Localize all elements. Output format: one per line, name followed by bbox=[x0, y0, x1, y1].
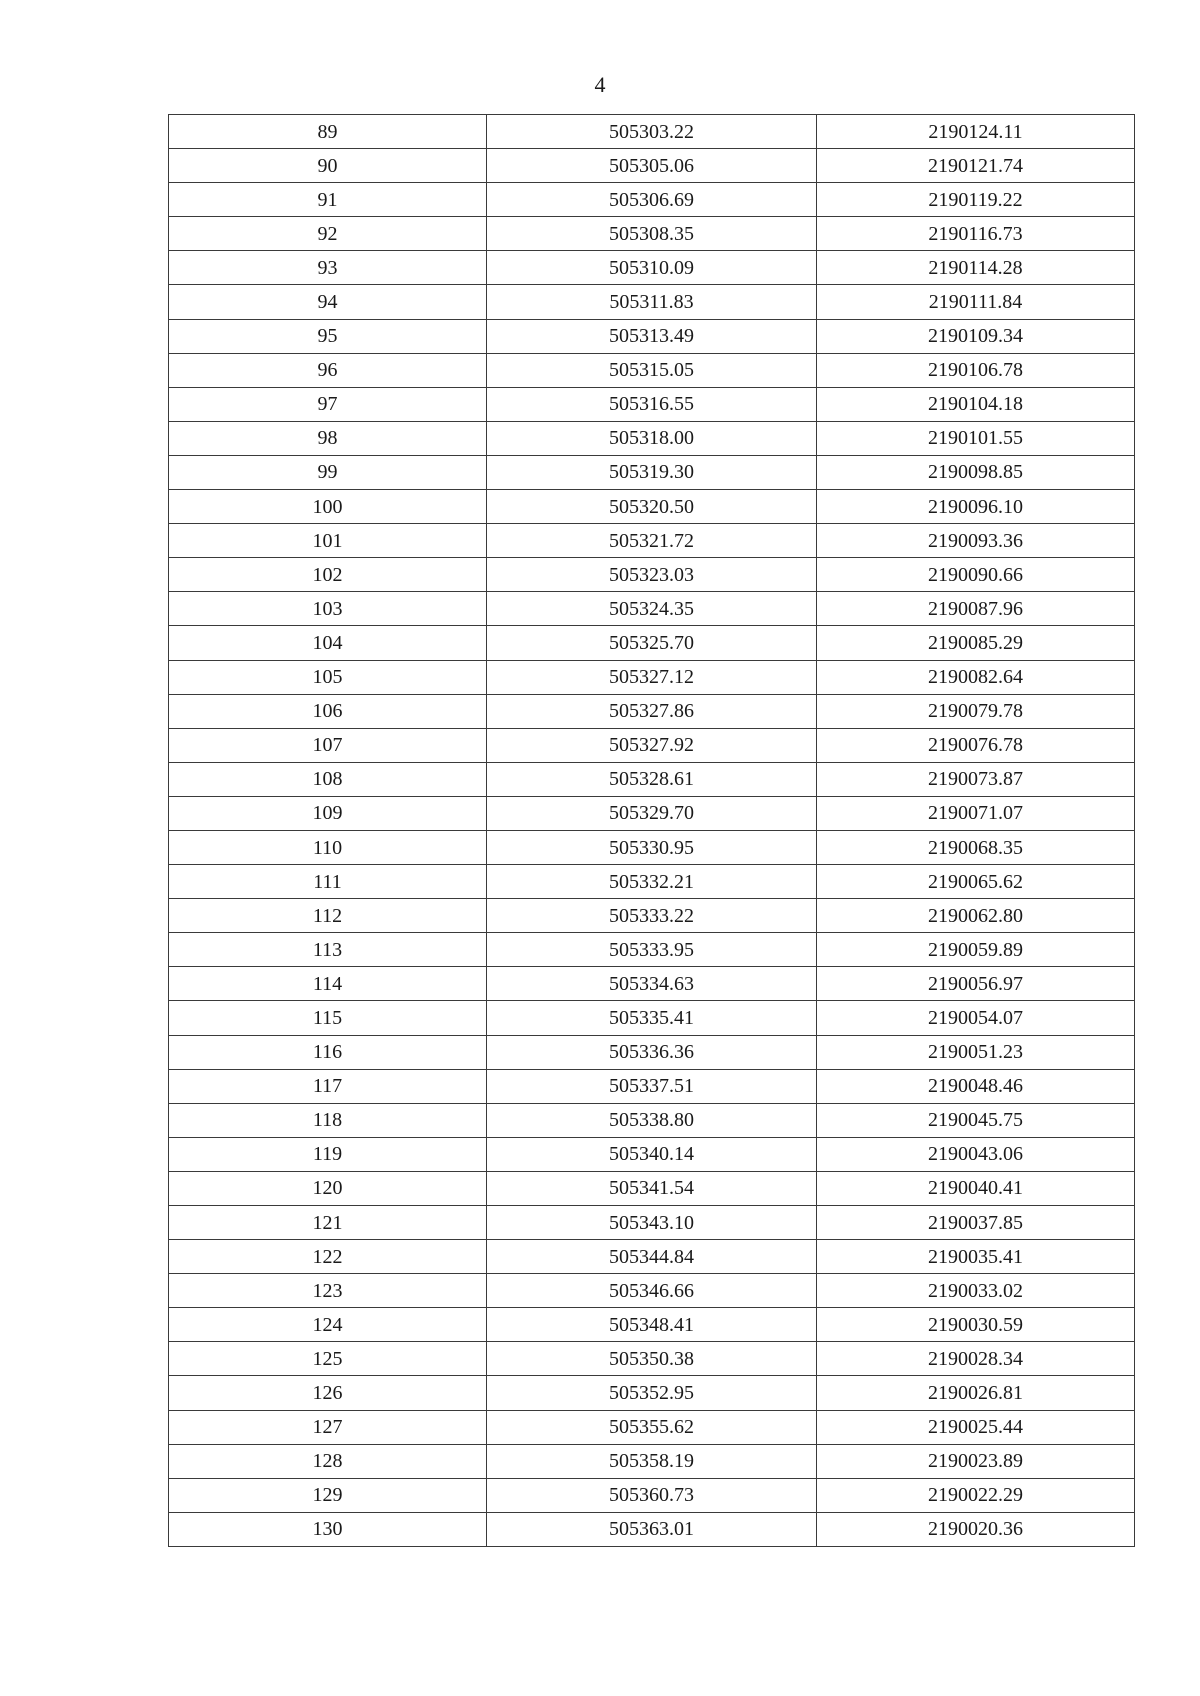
point-number-cell: 98 bbox=[169, 421, 487, 455]
y-coordinate-cell: 2190048.46 bbox=[817, 1069, 1135, 1103]
x-coordinate-cell: 505313.49 bbox=[487, 319, 817, 353]
x-coordinate-cell: 505320.50 bbox=[487, 490, 817, 524]
table-row bbox=[169, 183, 1135, 217]
point-number-cell: 103 bbox=[169, 592, 487, 626]
point-number-cell: 122 bbox=[169, 1240, 487, 1274]
point-number-cell: 117 bbox=[169, 1069, 487, 1103]
point-number-cell: 126 bbox=[169, 1376, 487, 1410]
y-coordinate-cell: 2190026.81 bbox=[817, 1376, 1135, 1410]
table-row bbox=[169, 1444, 1135, 1478]
x-coordinate-cell: 505306.69 bbox=[487, 183, 817, 217]
point-number-cell: 125 bbox=[169, 1342, 487, 1376]
y-coordinate-cell: 2190030.59 bbox=[817, 1308, 1135, 1342]
table-row bbox=[169, 592, 1135, 626]
point-number-cell: 115 bbox=[169, 1001, 487, 1035]
point-number-cell: 130 bbox=[169, 1512, 487, 1546]
y-coordinate-cell: 2190023.89 bbox=[817, 1444, 1135, 1478]
x-coordinate-cell: 505311.83 bbox=[487, 285, 817, 319]
table-row bbox=[169, 1376, 1135, 1410]
x-coordinate-cell: 505352.95 bbox=[487, 1376, 817, 1410]
x-coordinate-cell: 505330.95 bbox=[487, 830, 817, 864]
y-coordinate-cell: 2190056.97 bbox=[817, 967, 1135, 1001]
point-number-cell: 90 bbox=[169, 149, 487, 183]
table-row bbox=[169, 830, 1135, 864]
y-coordinate-cell: 2190028.34 bbox=[817, 1342, 1135, 1376]
x-coordinate-cell: 505350.38 bbox=[487, 1342, 817, 1376]
y-coordinate-cell: 2190096.10 bbox=[817, 490, 1135, 524]
table-row bbox=[169, 1512, 1135, 1546]
x-coordinate-cell: 505332.21 bbox=[487, 865, 817, 899]
point-number-cell: 92 bbox=[169, 217, 487, 251]
x-coordinate-cell: 505363.01 bbox=[487, 1512, 817, 1546]
point-number-cell: 127 bbox=[169, 1410, 487, 1444]
x-coordinate-cell: 505303.22 bbox=[487, 115, 817, 149]
table-row bbox=[169, 1274, 1135, 1308]
x-coordinate-cell: 505344.84 bbox=[487, 1240, 817, 1274]
y-coordinate-cell: 2190093.36 bbox=[817, 524, 1135, 558]
y-coordinate-cell: 2190065.62 bbox=[817, 865, 1135, 899]
table-row bbox=[169, 1410, 1135, 1444]
x-coordinate-cell: 505343.10 bbox=[487, 1206, 817, 1240]
point-number-cell: 105 bbox=[169, 660, 487, 694]
x-coordinate-cell: 505323.03 bbox=[487, 558, 817, 592]
point-number-cell: 101 bbox=[169, 524, 487, 558]
point-number-cell: 107 bbox=[169, 728, 487, 762]
x-coordinate-cell: 505324.35 bbox=[487, 592, 817, 626]
table-row bbox=[169, 865, 1135, 899]
point-number-cell: 102 bbox=[169, 558, 487, 592]
x-coordinate-cell: 505333.95 bbox=[487, 933, 817, 967]
table-row bbox=[169, 694, 1135, 728]
y-coordinate-cell: 2190040.41 bbox=[817, 1171, 1135, 1205]
table-row bbox=[169, 1342, 1135, 1376]
table-row bbox=[169, 660, 1135, 694]
y-coordinate-cell: 2190025.44 bbox=[817, 1410, 1135, 1444]
x-coordinate-cell: 505327.12 bbox=[487, 660, 817, 694]
y-coordinate-cell: 2190114.28 bbox=[817, 251, 1135, 285]
point-number-cell: 110 bbox=[169, 830, 487, 864]
x-coordinate-cell: 505360.73 bbox=[487, 1478, 817, 1512]
table-row bbox=[169, 115, 1135, 149]
y-coordinate-cell: 2190033.02 bbox=[817, 1274, 1135, 1308]
y-coordinate-cell: 2190087.96 bbox=[817, 592, 1135, 626]
y-coordinate-cell: 2190119.22 bbox=[817, 183, 1135, 217]
table-row bbox=[169, 967, 1135, 1001]
table-row bbox=[169, 1478, 1135, 1512]
x-coordinate-cell: 505338.80 bbox=[487, 1103, 817, 1137]
y-coordinate-cell: 2190054.07 bbox=[817, 1001, 1135, 1035]
x-coordinate-cell: 505315.05 bbox=[487, 353, 817, 387]
x-coordinate-cell: 505335.41 bbox=[487, 1001, 817, 1035]
point-number-cell: 97 bbox=[169, 387, 487, 421]
point-number-cell: 100 bbox=[169, 490, 487, 524]
table-row bbox=[169, 558, 1135, 592]
y-coordinate-cell: 2190076.78 bbox=[817, 728, 1135, 762]
point-number-cell: 118 bbox=[169, 1103, 487, 1137]
point-number-cell: 120 bbox=[169, 1171, 487, 1205]
x-coordinate-cell: 505327.86 bbox=[487, 694, 817, 728]
x-coordinate-cell: 505319.30 bbox=[487, 455, 817, 489]
x-coordinate-cell: 505336.36 bbox=[487, 1035, 817, 1069]
y-coordinate-cell: 2190035.41 bbox=[817, 1240, 1135, 1274]
x-coordinate-cell: 505308.35 bbox=[487, 217, 817, 251]
coordinate-table-body bbox=[169, 115, 1135, 1547]
coordinate-table bbox=[168, 114, 1135, 1547]
table-row bbox=[169, 1137, 1135, 1171]
y-coordinate-cell: 2190037.85 bbox=[817, 1206, 1135, 1240]
table-row bbox=[169, 319, 1135, 353]
table-row bbox=[169, 1001, 1135, 1035]
x-coordinate-cell: 505318.00 bbox=[487, 421, 817, 455]
x-coordinate-cell: 505337.51 bbox=[487, 1069, 817, 1103]
y-coordinate-cell: 2190068.35 bbox=[817, 830, 1135, 864]
y-coordinate-cell: 2190059.89 bbox=[817, 933, 1135, 967]
table-row bbox=[169, 149, 1135, 183]
point-number-cell: 91 bbox=[169, 183, 487, 217]
x-coordinate-cell: 505316.55 bbox=[487, 387, 817, 421]
table-row bbox=[169, 1103, 1135, 1137]
point-number-cell: 121 bbox=[169, 1206, 487, 1240]
table-row bbox=[169, 626, 1135, 660]
point-number-cell: 112 bbox=[169, 899, 487, 933]
table-row bbox=[169, 762, 1135, 796]
point-number-cell: 116 bbox=[169, 1035, 487, 1069]
point-number-cell: 129 bbox=[169, 1478, 487, 1512]
x-coordinate-cell: 505327.92 bbox=[487, 728, 817, 762]
y-coordinate-cell: 2190124.11 bbox=[817, 115, 1135, 149]
y-coordinate-cell: 2190020.36 bbox=[817, 1512, 1135, 1546]
y-coordinate-cell: 2190104.18 bbox=[817, 387, 1135, 421]
y-coordinate-cell: 2190071.07 bbox=[817, 796, 1135, 830]
table-row bbox=[169, 1069, 1135, 1103]
y-coordinate-cell: 2190090.66 bbox=[817, 558, 1135, 592]
point-number-cell: 114 bbox=[169, 967, 487, 1001]
table-row bbox=[169, 933, 1135, 967]
point-number-cell: 96 bbox=[169, 353, 487, 387]
x-coordinate-cell: 505346.66 bbox=[487, 1274, 817, 1308]
x-coordinate-cell: 505334.63 bbox=[487, 967, 817, 1001]
y-coordinate-cell: 2190121.74 bbox=[817, 149, 1135, 183]
x-coordinate-cell: 505310.09 bbox=[487, 251, 817, 285]
point-number-cell: 109 bbox=[169, 796, 487, 830]
y-coordinate-cell: 2190051.23 bbox=[817, 1035, 1135, 1069]
table-row bbox=[169, 490, 1135, 524]
table-row bbox=[169, 1308, 1135, 1342]
x-coordinate-cell: 505340.14 bbox=[487, 1137, 817, 1171]
table-row bbox=[169, 1035, 1135, 1069]
point-number-cell: 124 bbox=[169, 1308, 487, 1342]
table-row bbox=[169, 524, 1135, 558]
point-number-cell: 111 bbox=[169, 865, 487, 899]
page-number: 4 bbox=[594, 72, 606, 97]
table-row bbox=[169, 217, 1135, 251]
table-row bbox=[169, 285, 1135, 319]
x-coordinate-cell: 505348.41 bbox=[487, 1308, 817, 1342]
table-row bbox=[169, 353, 1135, 387]
table-row bbox=[169, 387, 1135, 421]
y-coordinate-cell: 2190022.29 bbox=[817, 1478, 1135, 1512]
table-row bbox=[169, 728, 1135, 762]
y-coordinate-cell: 2190073.87 bbox=[817, 762, 1135, 796]
x-coordinate-cell: 505355.62 bbox=[487, 1410, 817, 1444]
point-number-cell: 128 bbox=[169, 1444, 487, 1478]
point-number-cell: 119 bbox=[169, 1137, 487, 1171]
point-number-cell: 95 bbox=[169, 319, 487, 353]
point-number-cell: 99 bbox=[169, 455, 487, 489]
y-coordinate-cell: 2190106.78 bbox=[817, 353, 1135, 387]
y-coordinate-cell: 2190082.64 bbox=[817, 660, 1135, 694]
y-coordinate-cell: 2190062.80 bbox=[817, 899, 1135, 933]
x-coordinate-cell: 505358.19 bbox=[487, 1444, 817, 1478]
y-coordinate-cell: 2190109.34 bbox=[817, 319, 1135, 353]
table-row bbox=[169, 1171, 1135, 1205]
table-row bbox=[169, 421, 1135, 455]
x-coordinate-cell: 505321.72 bbox=[487, 524, 817, 558]
table-row bbox=[169, 1240, 1135, 1274]
table-row bbox=[169, 796, 1135, 830]
point-number-cell: 94 bbox=[169, 285, 487, 319]
y-coordinate-cell: 2190045.75 bbox=[817, 1103, 1135, 1137]
y-coordinate-cell: 2190116.73 bbox=[817, 217, 1135, 251]
table-row bbox=[169, 251, 1135, 285]
point-number-cell: 113 bbox=[169, 933, 487, 967]
y-coordinate-cell: 2190111.84 bbox=[817, 285, 1135, 319]
table-row bbox=[169, 899, 1135, 933]
x-coordinate-cell: 505333.22 bbox=[487, 899, 817, 933]
x-coordinate-cell: 505328.61 bbox=[487, 762, 817, 796]
point-number-cell: 123 bbox=[169, 1274, 487, 1308]
x-coordinate-cell: 505325.70 bbox=[487, 626, 817, 660]
table-row bbox=[169, 455, 1135, 489]
y-coordinate-cell: 2190085.29 bbox=[817, 626, 1135, 660]
point-number-cell: 89 bbox=[169, 115, 487, 149]
y-coordinate-cell: 2190101.55 bbox=[817, 421, 1135, 455]
x-coordinate-cell: 505341.54 bbox=[487, 1171, 817, 1205]
point-number-cell: 93 bbox=[169, 251, 487, 285]
y-coordinate-cell: 2190079.78 bbox=[817, 694, 1135, 728]
y-coordinate-cell: 2190098.85 bbox=[817, 455, 1135, 489]
y-coordinate-cell: 2190043.06 bbox=[817, 1137, 1135, 1171]
point-number-cell: 104 bbox=[169, 626, 487, 660]
table-row bbox=[169, 1206, 1135, 1240]
point-number-cell: 106 bbox=[169, 694, 487, 728]
point-number-cell: 108 bbox=[169, 762, 487, 796]
x-coordinate-cell: 505305.06 bbox=[487, 149, 817, 183]
x-coordinate-cell: 505329.70 bbox=[487, 796, 817, 830]
